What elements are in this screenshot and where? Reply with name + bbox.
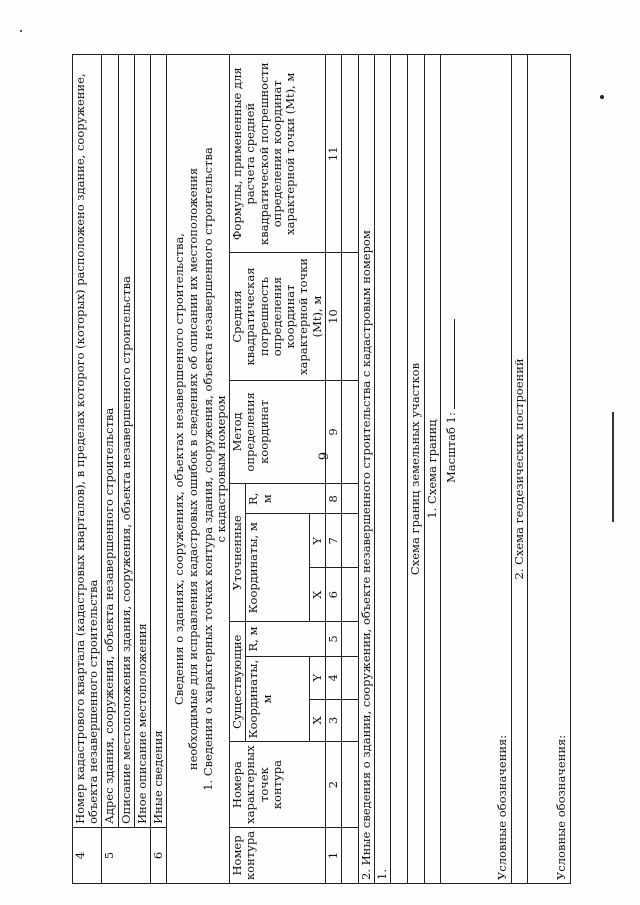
header-refined-coords: Координаты, м — [246, 514, 309, 622]
scheme-1-area — [440, 55, 511, 884]
row-number: 6 — [151, 827, 167, 883]
points-column-numbers — [325, 55, 341, 884]
header-refined: Уточненные — [230, 484, 246, 622]
points-empty-row — [341, 55, 358, 884]
row-text: Иное описание местоположения — [134, 55, 150, 828]
row-number: 5 — [102, 827, 151, 883]
subsection-1-title: 1. Сведения о характерных точках контура здания, сооружения, объекта незавершенного строительства — [200, 147, 215, 791]
scan-speck — [20, 30, 22, 32]
header-contour-number: Номер контура — [230, 827, 326, 883]
scheme-2-title: 2. Схема геодезических построений — [511, 55, 527, 884]
header-refined-x: X — [309, 568, 325, 622]
legend-label-1: Условные обозначения: — [494, 734, 509, 880]
scheme-1-title: 1. Схема границ — [424, 55, 440, 884]
form-table — [72, 54, 571, 884]
header-existing: Существующие — [230, 622, 246, 742]
margin-rule — [612, 412, 614, 522]
header-formulas: Формулы, примененные для расчета средней квадратической погрешности определения координат характерной точки (Mt), м — [230, 55, 326, 254]
row-cadastral-quarter — [73, 55, 102, 884]
section-title-row — [167, 55, 201, 884]
section-title-line-2: необходимые для исправления кадастровых ошибок в сведениях об описании их местоположения — [185, 167, 200, 771]
header-mean-error: Средняя квадратическая погрешность определения координат характерной точки (Mt), м — [230, 253, 326, 380]
row-text: Адрес здания, сооружения, объекта незавершенного строительства — [102, 55, 118, 828]
header-existing-x: X — [309, 699, 325, 742]
col-num: 4 — [325, 656, 341, 699]
page-number: 6 — [314, 451, 330, 461]
rotated-form-sheet — [72, 54, 600, 884]
scheme-2-title-row — [511, 55, 527, 884]
scheme-title: Схема границ земельных участков — [408, 55, 424, 884]
scheme-2-area — [528, 55, 571, 884]
col-num: 11 — [325, 55, 341, 254]
header-existing-y: Y — [309, 656, 325, 699]
row-address — [102, 55, 118, 884]
scale-blank — [454, 319, 455, 409]
row-other-location — [134, 55, 150, 884]
legend-label-2: Условные обозначения: — [553, 734, 568, 880]
scan-speck — [600, 95, 604, 99]
col-num: 3 — [325, 699, 341, 742]
header-existing-coords: Координаты, м — [246, 656, 309, 742]
subsection-2-title: 2. Иные сведения о здании, сооружении, объекте незавершенного строительства с кадастровым номером — [358, 55, 374, 884]
subsection-2-row-number: 1. — [375, 55, 391, 884]
subsection-1-title-row — [201, 55, 230, 884]
row-other-info — [151, 55, 167, 884]
header-method: Метод определения координат — [230, 380, 326, 484]
row-text: Номер кадастрового квартала (кадастровых кварталов), в пределах которого (которых) расположено здание, сооружение, объекта незавершенного строительства — [73, 55, 102, 828]
subsection-2-row — [375, 55, 391, 884]
points-header-row-1 — [230, 55, 246, 884]
row-location-description — [118, 55, 134, 884]
header-refined-r: R, м — [246, 484, 325, 514]
col-num: 8 — [325, 484, 341, 514]
scheme-1-title-row — [424, 55, 440, 884]
subsection-1-title-cont: с кадастровым номером — [213, 395, 228, 543]
col-num: 10 — [325, 253, 341, 380]
col-num: 9 — [325, 380, 341, 484]
col-num: 5 — [325, 622, 341, 657]
subsection-2-empty-row — [391, 55, 408, 884]
col-num: 7 — [325, 514, 341, 568]
section-title-line-1: Сведения о зданиях, сооружениях, объектах незавершенного строительства, — [172, 233, 187, 705]
col-num: 6 — [325, 568, 341, 622]
col-num: 1 — [325, 827, 341, 883]
col-num: 2 — [325, 742, 341, 828]
header-existing-r: R, м — [246, 622, 325, 657]
row-text: Описание местоположения здания, сооружения, объекта незавершенного строительства — [118, 55, 134, 828]
scheme-title-row — [408, 55, 424, 884]
scale-label: Масштаб 1: — [443, 412, 458, 483]
row-number: 4 — [73, 827, 102, 883]
row-text: Иные сведения — [151, 55, 167, 828]
header-refined-y: Y — [309, 514, 325, 568]
header-point-numbers: Номера характерных точек контура — [230, 742, 326, 828]
subsection-2-title-row — [358, 55, 374, 884]
